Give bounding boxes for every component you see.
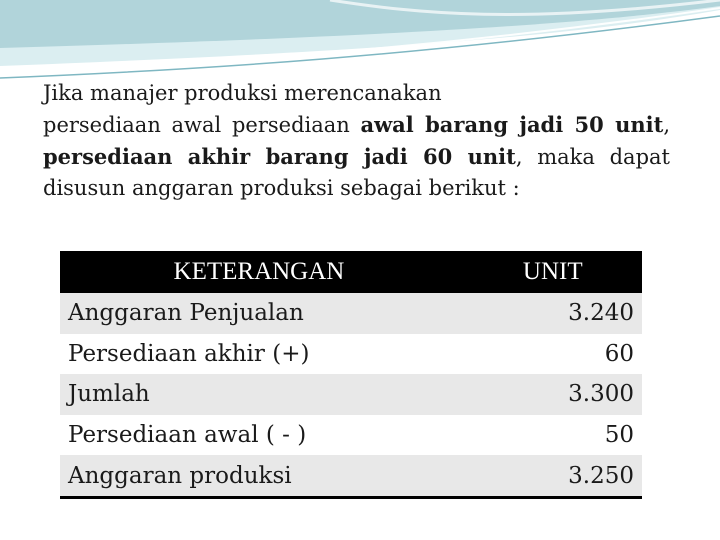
row-label: Jumlah	[60, 374, 498, 415]
paragraph-line-3	[43, 141, 670, 173]
header-keterangan: KETERANGAN	[60, 251, 498, 293]
row-value: 3.300	[498, 374, 642, 415]
header-unit: UNIT	[498, 251, 642, 293]
row-label: Anggaran produksi	[60, 455, 498, 497]
row-label: Persediaan awal ( - )	[68, 422, 307, 449]
table-row	[60, 415, 642, 456]
ending-stock-emphasis: persediaan akhir barang jadi 60 unit	[43, 144, 516, 169]
row-label: Persediaan akhir (+)	[68, 340, 310, 367]
row-label: Anggaran Penjualan	[60, 293, 498, 334]
initial-stock-emphasis: awal barang jadi 50 unit	[360, 112, 664, 137]
header-wave-decoration	[0, 0, 720, 80]
table-header-row	[60, 251, 642, 293]
intro-paragraph	[43, 78, 670, 204]
table-row	[60, 334, 642, 375]
production-budget-table	[60, 251, 642, 499]
paragraph-line-4: disusun anggaran produksi sebagai berikut :	[43, 176, 520, 200]
row-value: 50	[604, 422, 634, 449]
paragraph-line-1: Jika manajer produksi merencanakan	[43, 81, 442, 105]
paragraph-line-2	[43, 109, 670, 141]
row-value: 3.240	[498, 293, 642, 334]
row-value: 60	[604, 340, 634, 367]
table-row-total	[60, 455, 642, 497]
row-value: 3.250	[498, 455, 642, 497]
table-row	[60, 293, 642, 334]
paragraph-line-2-pre: persediaan awal persediaan	[43, 113, 361, 137]
table-row	[60, 374, 642, 415]
paragraph-line-2-post: ,	[663, 113, 670, 137]
paragraph-line-3-post: , maka dapat	[515, 145, 670, 169]
